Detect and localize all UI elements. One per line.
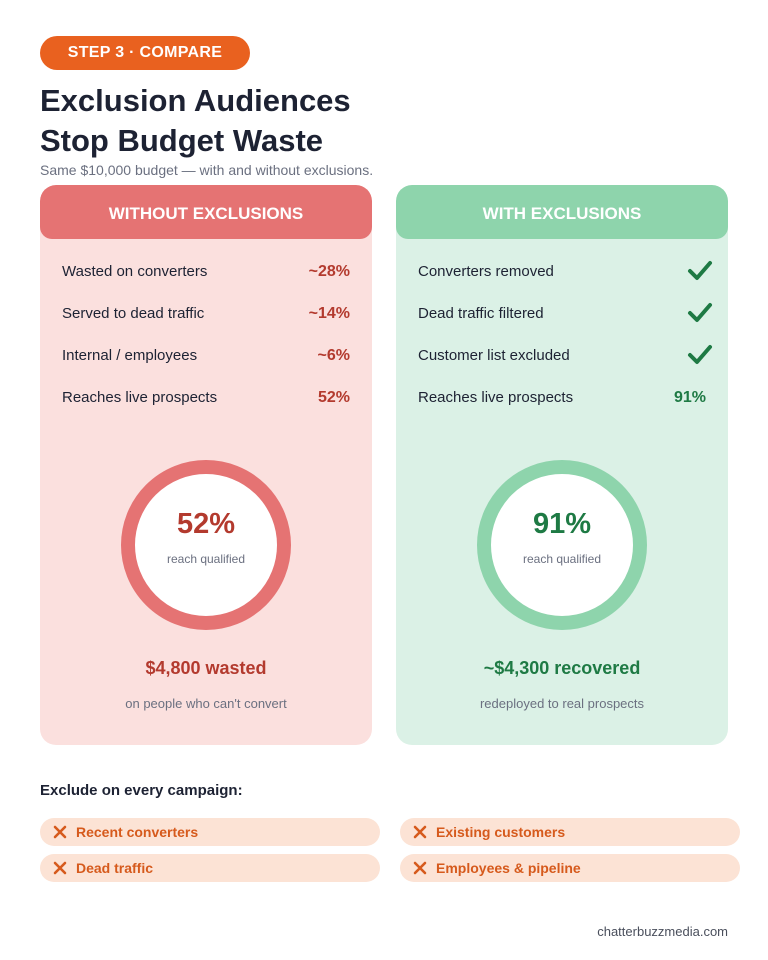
- exclude-item: [400, 854, 740, 882]
- without-row: [62, 305, 350, 347]
- row-value: ~28%: [308, 263, 350, 280]
- with-row: [418, 263, 706, 305]
- without-exclusions-header: WITHOUT EXCLUSIONS: [40, 185, 372, 239]
- x-icon: [412, 860, 428, 876]
- check-icon: [686, 257, 714, 285]
- ring-label: reach qualified: [166, 552, 246, 566]
- step-badge: STEP 3 · COMPARE: [40, 36, 250, 70]
- with-row: [418, 347, 706, 389]
- check-icon: [686, 341, 714, 369]
- row-value: 91%: [673, 389, 706, 406]
- row-label: Reaches live prospects: [62, 389, 218, 406]
- row-label: Customer list excluded: [418, 347, 570, 364]
- without-row: [62, 347, 350, 389]
- page-title: [40, 81, 640, 161]
- recovered-summary: ~$4,300 recovered: [483, 658, 641, 678]
- ring-percent: 52%: [176, 508, 236, 540]
- title-line-1: Exclusion Audiences: [40, 83, 351, 118]
- title-line-2: Stop Budget Waste: [40, 123, 324, 158]
- x-icon: [412, 824, 428, 840]
- check-icon: [686, 299, 714, 327]
- exclude-item: [40, 854, 380, 882]
- exclude-item-label: Existing customers: [436, 824, 566, 840]
- row-label: Internal / employees: [62, 347, 198, 364]
- wasted-summary-sub: on people who can't convert: [125, 696, 287, 711]
- without-exclusions-card: [40, 185, 372, 745]
- with-row: [418, 389, 706, 431]
- exclude-item-label: Recent converters: [76, 824, 199, 840]
- row-label: Converters removed: [418, 263, 554, 280]
- row-value: 52%: [317, 389, 350, 406]
- x-icon: [52, 860, 68, 876]
- with-rows: [418, 263, 706, 431]
- with-row: [418, 305, 706, 347]
- row-label: Reaches live prospects: [418, 389, 574, 406]
- exclude-item-label: Employees & pipeline: [436, 860, 581, 876]
- row-value: ~6%: [317, 347, 350, 364]
- ring-label: reach qualified: [522, 552, 602, 566]
- footer-url: chatterbuzzmedia.com: [597, 924, 728, 939]
- without-row: [62, 389, 350, 431]
- x-icon: [52, 824, 68, 840]
- row-label: Wasted on converters: [62, 263, 208, 280]
- recovered-summary-sub: redeployed to real prospects: [479, 696, 645, 711]
- exclude-heading: Exclude on every campaign:: [40, 782, 243, 799]
- row-label: Dead traffic filtered: [418, 305, 544, 322]
- wasted-summary: $4,800 wasted: [145, 658, 267, 678]
- without-row: [62, 263, 350, 305]
- page-subtitle: Same $10,000 budget — with and without exclusions.: [40, 162, 374, 178]
- with-exclusions-header: WITH EXCLUSIONS: [396, 185, 728, 239]
- without-rows: [62, 263, 350, 431]
- with-reach-ring: [477, 460, 647, 630]
- with-exclusions-card: [396, 185, 728, 745]
- exclude-item-label: Dead traffic: [76, 860, 154, 876]
- exclude-item: [400, 818, 740, 846]
- exclude-item: [40, 818, 380, 846]
- ring-percent: 91%: [532, 508, 592, 540]
- row-label: Served to dead traffic: [62, 305, 205, 322]
- without-reach-ring: [121, 460, 291, 630]
- row-value: ~14%: [308, 305, 350, 322]
